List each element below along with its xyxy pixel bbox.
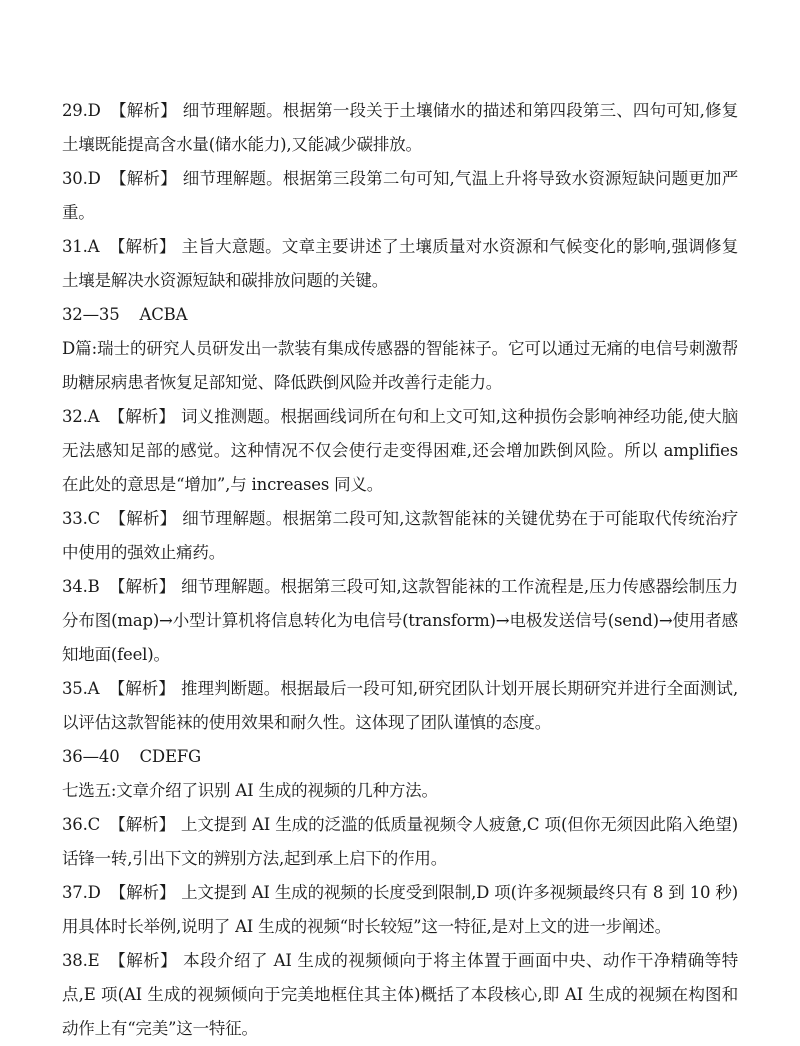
item-number: 34.B (62, 577, 100, 596)
item-number: 36.C (62, 815, 101, 834)
item-number: 30.D (62, 169, 101, 188)
analysis-tag: 【解析】 (108, 407, 175, 426)
passage-7-summary (62, 774, 738, 808)
analysis-tag: 【解析】 (110, 169, 177, 188)
analysis-tag: 【解析】 (108, 679, 175, 698)
analysis-tag: 【解析】 (108, 237, 176, 256)
answer-item-29 (62, 94, 738, 162)
item-number: 37.D (62, 883, 101, 902)
answer-range-36-40 (62, 740, 738, 774)
item-number: 38.E (62, 951, 100, 970)
range-answers: ACBA (139, 305, 188, 324)
answer-item-34 (62, 570, 738, 672)
answer-item-37 (62, 876, 738, 944)
analysis-text: 词义推测题。根据画线词所在句和上文可知,这种损伤会影响神经功能,使大脑无法感知足部的感觉。这种情况不仅会使行走变得困难,还会增加跌倒风险。所以 amplifies 在此处的意思是“增加”,与 increases 同义。 (62, 407, 738, 494)
analysis-text: 上文提到 AI 生成的泛滥的低质量视频令人疲惫,C 项(但你无须因此陷入绝望)话锋一转,引出下文的辨别方法,起到承上启下的作用。 (62, 815, 738, 868)
item-number: 31.A (62, 237, 100, 256)
answer-item-33 (62, 502, 738, 570)
analysis-tag: 【解析】 (108, 577, 176, 596)
range-label: 36—40 (62, 747, 120, 766)
item-number: 33.C (62, 509, 101, 528)
answer-item-31 (62, 230, 738, 298)
analysis-tag: 【解析】 (109, 883, 176, 902)
item-number: 35.A (62, 679, 100, 698)
analysis-tag: 【解析】 (109, 815, 176, 834)
answer-item-32 (62, 400, 738, 502)
analysis-text: 主旨大意题。文章主要讲述了土壤质量对水资源和气候变化的影响,强调修复土壤是解决水资源短缺和碳排放问题的关键。 (62, 237, 738, 290)
analysis-text: 细节理解题。根据第三段第二句可知,气温上升将导致水资源短缺问题更加严重。 (62, 169, 738, 222)
answer-key-page (62, 94, 738, 1046)
answer-item-35 (62, 672, 738, 740)
item-number: 32.A (62, 407, 100, 426)
analysis-text: 本段介绍了 AI 生成的视频倾向于将主体置于画面中央、动作干净精确等特点,E 项(AI 生成的视频倾向于完美地框住其主体)概括了本段核心,即 AI 生成的视频在构图和动作上有“完美”这一特征。 (62, 951, 738, 1038)
analysis-text: 细节理解题。根据第三段可知,这款智能袜的工作流程是,压力传感器绘制压力分布图(map)→小型计算机将信息转化为电信号(transform)→电极发送信号(send)→使用者感知地面(feel)。 (62, 577, 738, 664)
answer-item-38 (62, 944, 738, 1046)
answer-item-36 (62, 808, 738, 876)
analysis-text: 细节理解题。根据第二段可知,这款智能袜的关键优势在于可能取代传统治疗中使用的强效止痛药。 (62, 509, 738, 562)
answer-item-30 (62, 162, 738, 230)
analysis-text: 推理判断题。根据最后一段可知,研究团队计划开展长期研究并进行全面测试,以评估这款智能袜的使用效果和耐久性。这体现了团队谨慎的态度。 (62, 679, 738, 732)
analysis-text: 上文提到 AI 生成的视频的长度受到限制,D 项(许多视频最终只有 8 到 10 秒)用具体时长举例,说明了 AI 生成的视频“时长较短”这一特征,是对上文的进一步阐述。 (62, 883, 738, 936)
analysis-text: 细节理解题。根据第一段关于土壤储水的描述和第四段第三、四句可知,修复土壤既能提高含水量(储水能力),又能减少碳排放。 (62, 101, 738, 154)
passage-text: D篇:瑞士的研究人员研发出一款装有集成传感器的智能袜子。它可以通过无痛的电信号刺激帮助糖尿病患者恢复足部知觉、降低跌倒风险并改善行走能力。 (62, 339, 738, 392)
range-answers: CDEFG (139, 747, 202, 766)
analysis-tag: 【解析】 (109, 951, 178, 970)
item-number: 29.D (62, 101, 101, 120)
range-label: 32—35 (62, 305, 120, 324)
passage-text: 七选五:文章介绍了识别 AI 生成的视频的几种方法。 (62, 781, 438, 800)
answer-range-32-35 (62, 298, 738, 332)
passage-d-summary (62, 332, 738, 400)
analysis-tag: 【解析】 (109, 509, 177, 528)
analysis-tag: 【解析】 (110, 101, 177, 120)
